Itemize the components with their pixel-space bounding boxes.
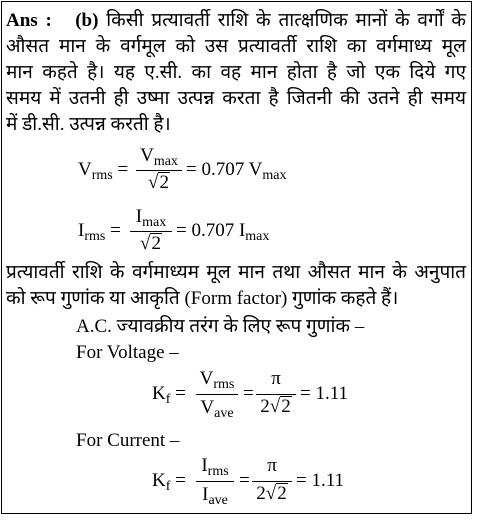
kf-current-eq-sign: = bbox=[239, 470, 250, 491]
answer-prefix: Ans : bbox=[6, 10, 52, 31]
answer-line-5: में डी.सी. उत्पन्न करती है। bbox=[6, 114, 171, 135]
form-factor-intro: A.C. ज्यावक्रीय तरंग के लिए रूप गुणांक – bbox=[76, 316, 365, 337]
answer-line-1 bbox=[6, 10, 466, 32]
kf-voltage-rhs: = 1.11 bbox=[300, 383, 349, 404]
kf-current-rhs: = 1.11 bbox=[296, 470, 345, 491]
kf-voltage-fraction-2: π 2√2 bbox=[256, 368, 296, 422]
vrms-rhs: = 0.707 $V_{max}$ bbox=[186, 159, 287, 183]
kf-current-fraction-2: π 2√2 bbox=[252, 455, 292, 509]
kf-current-lhs: $K_f$ = bbox=[152, 470, 186, 494]
kf-current-fraction-1: $I_{rms}$ $I_{ave}$ bbox=[196, 455, 234, 509]
answer-text-1: किसी प्रत्यावर्ती राशि के तात्क्षणिक मानों के वर्गों के bbox=[106, 10, 467, 31]
form-factor-line-2: को रूप गुणांक या आकृति (Form factor) गुणांक कहते हैं। bbox=[6, 288, 399, 309]
form-factor-line-1: प्रत्यावर्ती राशि के वर्गमाध्यम मूल मान तथा औसत मान के अनुपात bbox=[6, 262, 466, 283]
vrms-fraction: $V_{max}$ √2 bbox=[136, 145, 182, 197]
current-label: For Current – bbox=[76, 430, 180, 451]
irms-fraction: $I_{max}$ √2 bbox=[130, 206, 172, 258]
answer-line-2: औसत मान के वर्गमूल को उस प्रत्यावर्ती राशि का वर्गमाध्य मूल bbox=[6, 36, 466, 57]
vrms-lhs: $V_{rms}$ = bbox=[78, 159, 129, 183]
voltage-label: For Voltage – bbox=[76, 342, 179, 363]
irms-rhs: = 0.707 $I_{max}$ bbox=[176, 220, 270, 244]
answer-part: (b) bbox=[75, 10, 99, 31]
answer-line-4: समय में उतनी ही उष्मा उत्पन्न करता है जितनी की उतने ही समय bbox=[6, 88, 466, 109]
irms-lhs: $I_{rms}$ = bbox=[78, 220, 121, 244]
kf-voltage-fraction-1: $V_{rms}$ $V_{ave}$ bbox=[196, 368, 238, 422]
answer-line-3: मान कहते है। यह ए.सी. का वह मान होता है जो एक दिये गए bbox=[6, 62, 466, 83]
kf-voltage-eq-sign: = bbox=[243, 383, 254, 404]
kf-voltage-lhs: $K_f$ = bbox=[152, 383, 186, 407]
